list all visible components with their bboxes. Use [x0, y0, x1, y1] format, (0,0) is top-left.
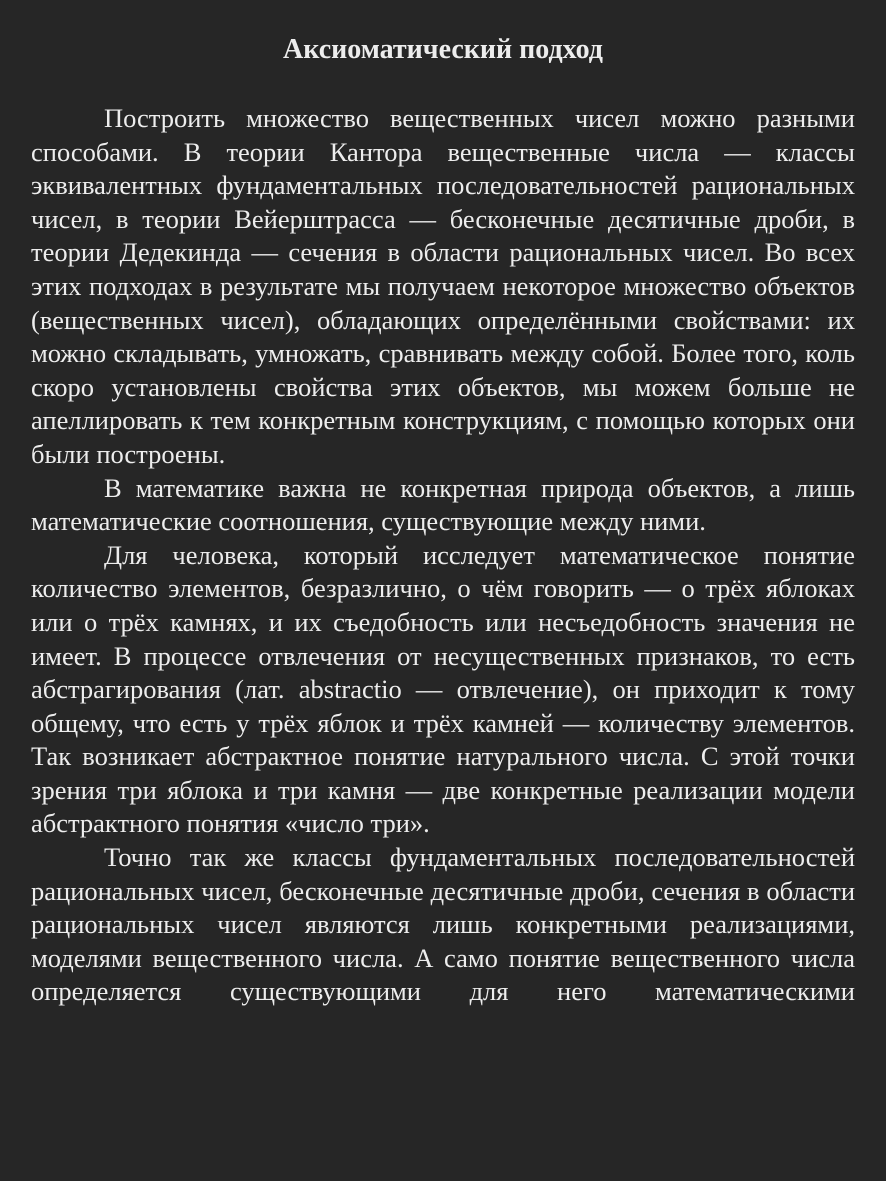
- article-body: [31, 102, 855, 1009]
- paragraph-real-number-constructions: Построить множество вещественных чисел можно разными способами. В теории Кантора вещественные числа — классы эквивалентных фундаментальных последовательностей рациональных чисел, в теории Вейерштрасса — бесконечные десятичные дроби, в теории Дедекинда — сечения в области рациональных чисел. Во всех этих подходах в результате мы получаем некоторое множество объектов (вещественных чисел), обладающих определёнными свойствами: их можно складывать, умножать, сравнивать между собой. Более того, коль скоро установлены свойства этих объектов, мы можем больше не апеллировать к тем конкретным конструкциям, с помощью которых они были построены.: [31, 103, 855, 469]
- paragraph-abstraction-example: Для человека, который исследует математическое понятие количество элементов, безразлично, о чём говорить — о трёх яблоках или о трёх камнях, и их съедобность или несъедобность значения не имеет. В процессе отвлечения от несущественных признаков, то есть абстрагирования (лат. abstractio — отвлечение), он приходит к тому общему, что есть у трёх яблок и трёх камней — количеству элементов. Так возникает абстрактное понятие натурального числа. С этой точки зрения три яблока и три камня — две конкретные реализации модели абстрактного понятия «число три».: [31, 539, 855, 839]
- article-title: Аксиоматический подход: [283, 34, 603, 65]
- paragraph-mathematical-relations: В математике важна не конкретная природа объектов, а лишь математические соотношения, существующие между ними.: [31, 472, 855, 537]
- paragraph-real-number-models: Точно так же классы фундаментальных последовательностей рациональных чисел, бесконечные десятичные дроби, сечения в области рациональных чисел являются лишь конкретными реализациями, моделями вещественного числа. А само понятие вещественного числа определяется существующими для него математическими: [31, 842, 855, 1007]
